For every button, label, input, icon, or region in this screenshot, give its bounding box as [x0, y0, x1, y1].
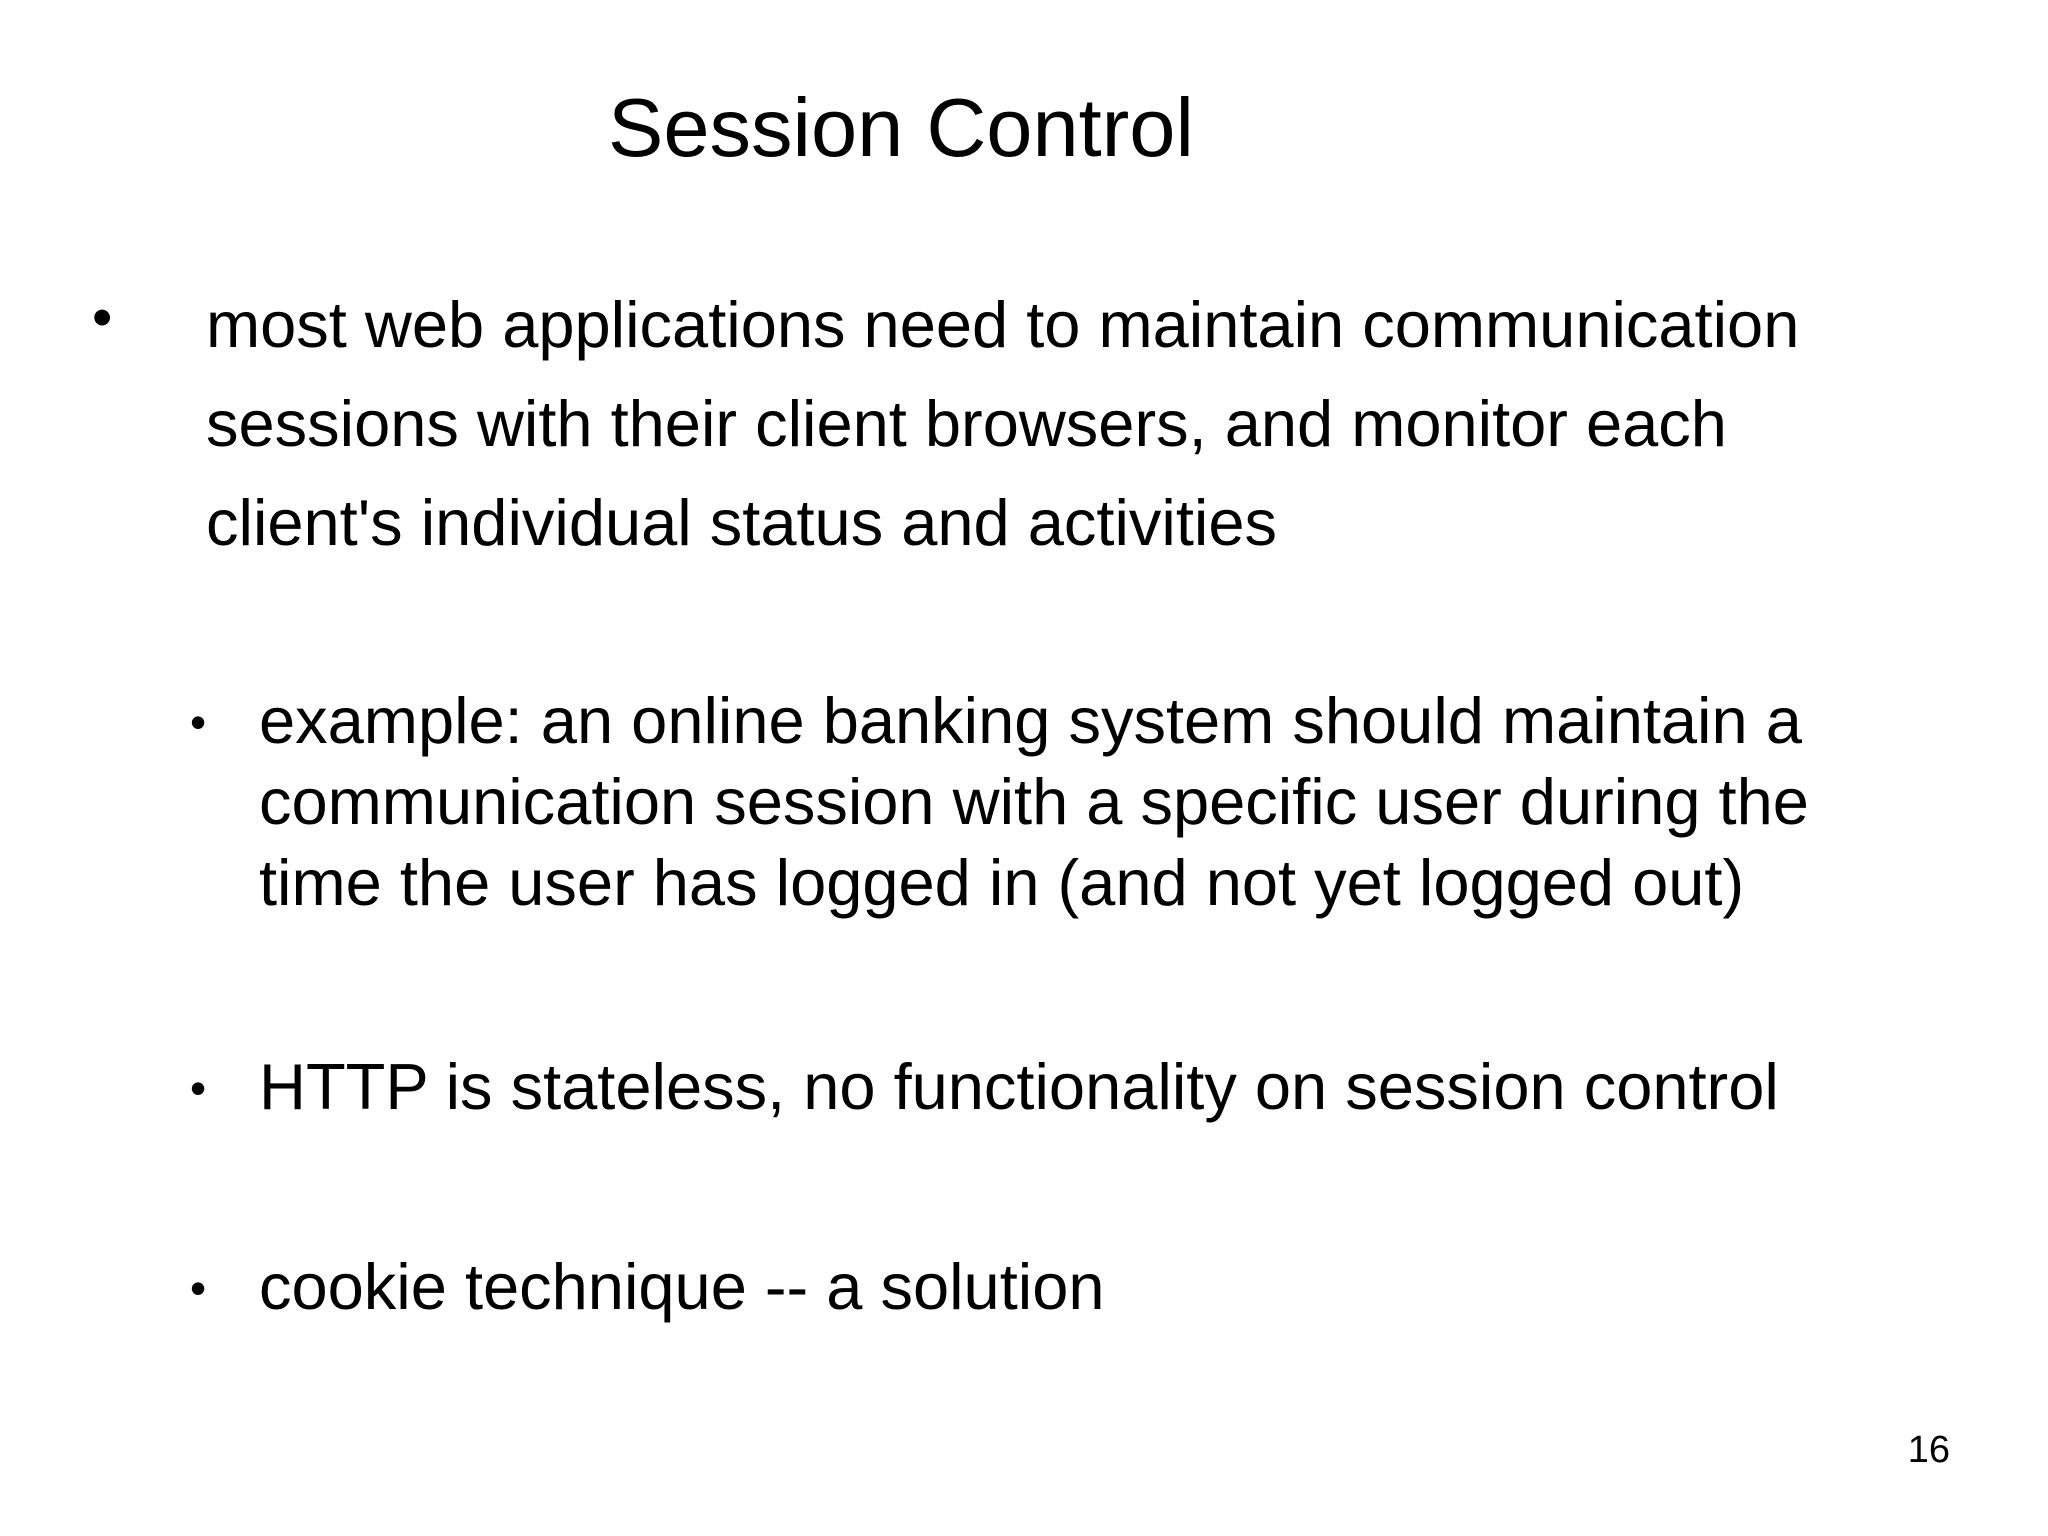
main-point-line: most web applications need to maintain communication [206, 288, 1800, 361]
page-number: 16 [1907, 1429, 1950, 1471]
sub-point-line: cookie technique -- a solution [259, 1250, 1105, 1323]
sub-point-line: time the user has logged in (and not yet logged out) [259, 846, 1745, 919]
sub-bullet-icon: • [190, 1062, 207, 1114]
slide-title: Session Control [608, 81, 1194, 174]
sub-point-text [259, 680, 1809, 923]
sub-bullet-icon: • [190, 696, 207, 748]
main-bullet-icon: • [92, 285, 113, 350]
main-point [206, 275, 1986, 572]
sub-point-text [259, 1046, 1779, 1127]
sub-point-text [259, 1246, 1105, 1327]
sub-point-line: HTTP is stateless, no functionality on session control [259, 1050, 1779, 1123]
sub-point-line: example: an online banking system should maintain a [259, 684, 1802, 757]
sub-point-line: communication session with a specific user during the [259, 765, 1809, 838]
main-point-line: sessions with their client browsers, and monitor each [206, 387, 1727, 460]
main-point-line: client's individual status and activities [206, 486, 1278, 559]
sub-bullet-icon: • [190, 1262, 207, 1314]
